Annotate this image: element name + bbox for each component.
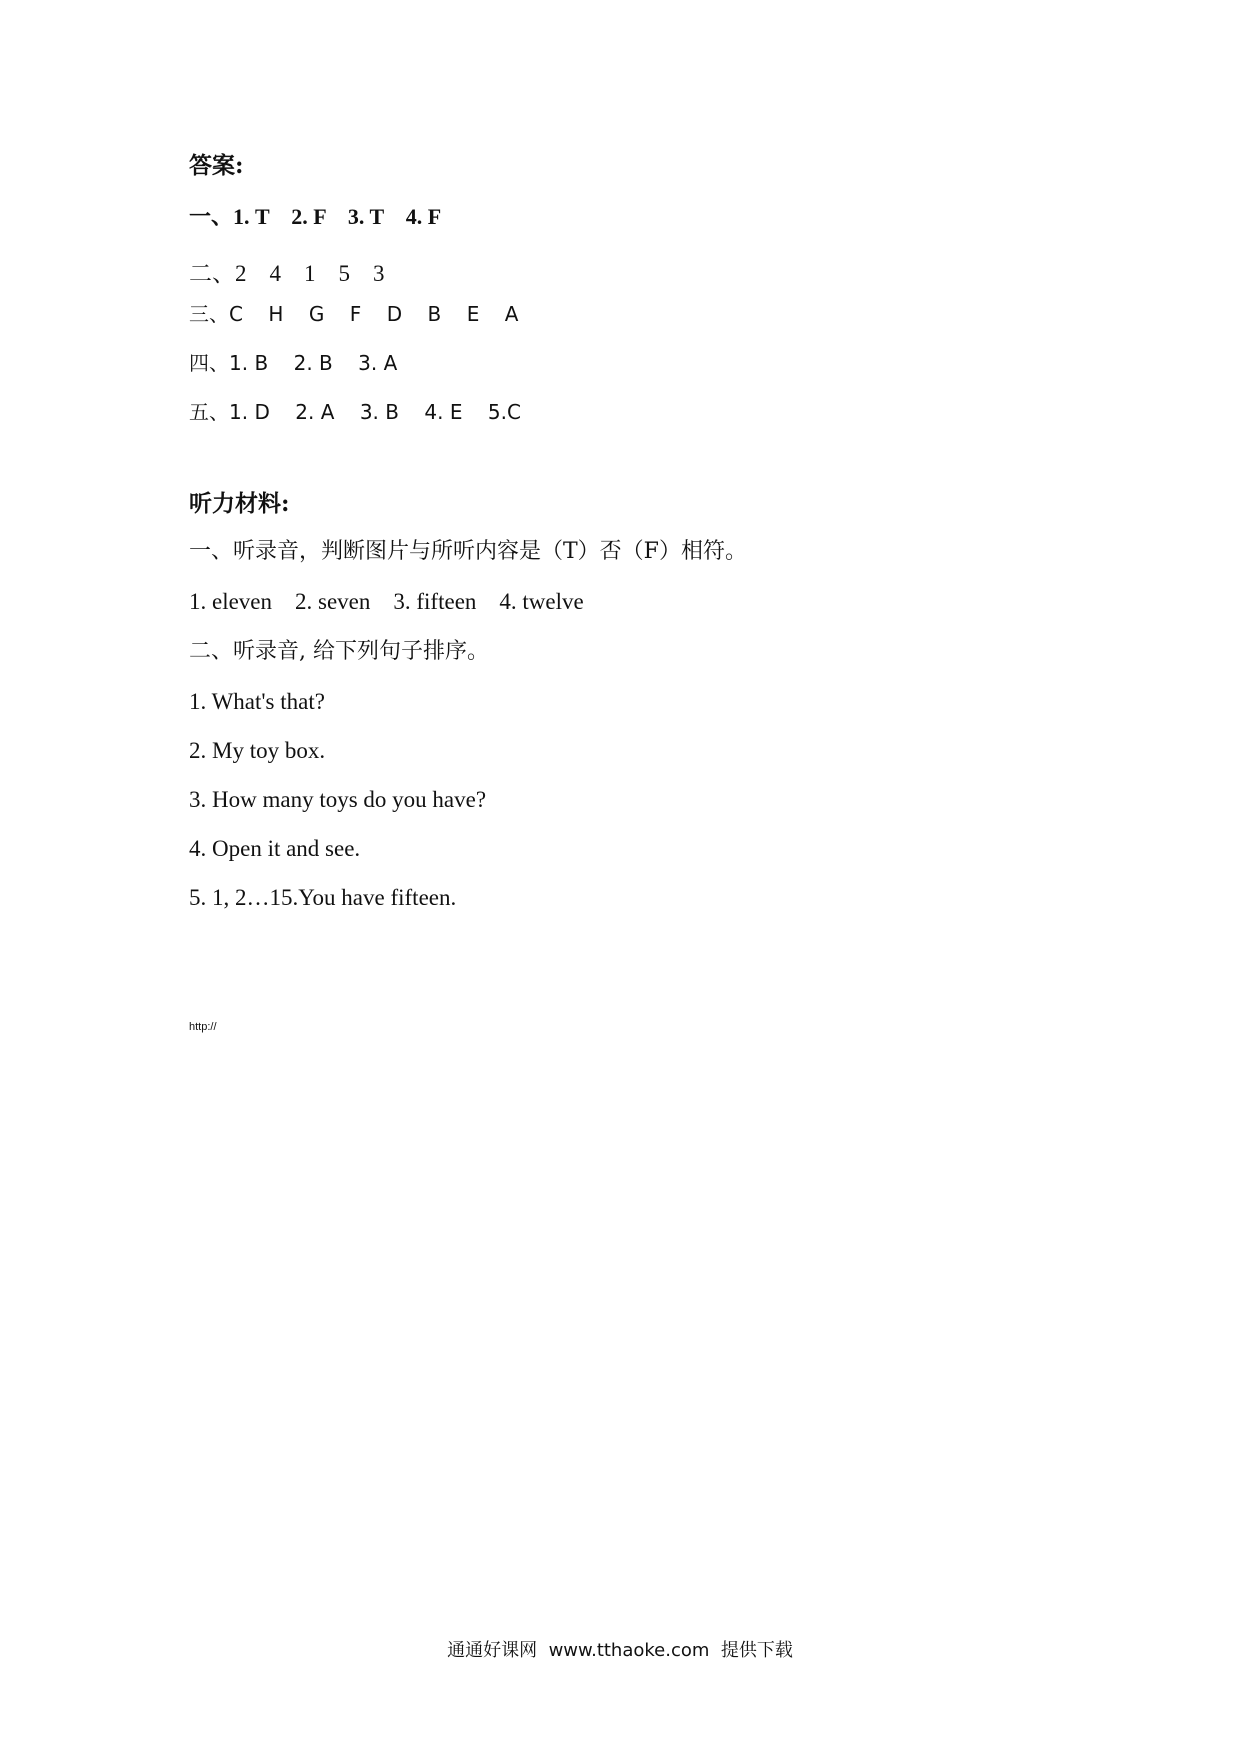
- listening-section-1-title: 一、听录音，判断图片与所听内容是（T）否（F）相符。: [189, 539, 747, 564]
- answer-line-4: 四、1. B 2. B 3. A: [189, 351, 398, 375]
- sentence-item: 5. 1, 2…15.You have fifteen.: [189, 885, 457, 910]
- page-footer: 通通好课网 www.tthaoke.com 提供下载: [447, 1640, 793, 1661]
- answer-line-1: 一、1. T 2. F 3. T 4. F: [189, 204, 442, 229]
- listening-section-1-words: 1. eleven 2. seven 3. fifteen 4. twelve: [189, 589, 584, 614]
- answer-line-5: 五、1. D 2. A 3. B 4. E 5.C: [189, 400, 521, 424]
- sentence-item: 1. What's that?: [189, 689, 325, 714]
- answers-heading: 答案:: [189, 152, 244, 179]
- sentence-item: 2. My toy box.: [189, 738, 326, 763]
- answer-line-2: 二、2 4 1 5 3: [189, 261, 385, 286]
- listening-heading: 听力材料:: [189, 490, 290, 517]
- answer-line-3: 三、C H G F D B E A: [189, 302, 519, 326]
- sentence-item: 4. Open it and see.: [189, 836, 361, 861]
- listening-section-2-title: 二、听录音, 给下列句子排序。: [189, 639, 489, 664]
- url-text: http://: [189, 1021, 217, 1033]
- sentence-item: 3. How many toys do you have?: [189, 787, 487, 812]
